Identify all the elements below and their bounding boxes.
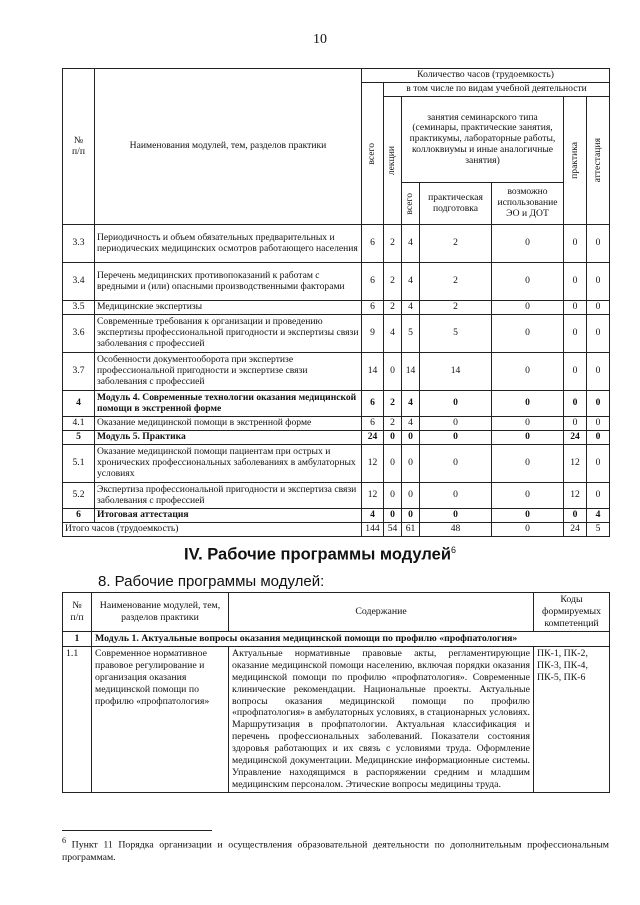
row-eo-hours: 0 [492,483,564,509]
header-attestation: аттестация [587,97,610,225]
row-number: 5.2 [63,483,95,509]
row-sem-hours: 4 [402,301,420,315]
row-sem-hours: 5 [402,315,420,353]
sub-title: 8. Рабочие программы модулей: [98,573,325,590]
row-att-hours: 0 [587,263,610,301]
total-label: Итого часов (трудоемкость) [63,523,362,537]
total-att-hours: 5 [587,523,610,537]
table-row [63,353,610,391]
row-lect-hours: 0 [384,445,402,483]
row-sem-hours: 0 [402,445,420,483]
row-sem-hours: 0 [402,483,420,509]
row-name: Модуль 4. Современные технологии оказания медицинской помощи в экстренной форме [95,391,362,417]
row-total-hours: 6 [362,417,384,431]
row-number: 3.5 [63,301,95,315]
row-sem-hours: 4 [402,225,420,263]
row-prac-hours: 0 [420,417,492,431]
table-row [63,263,610,301]
module-number: 1 [63,631,92,646]
row-number: 3.3 [63,225,95,263]
row-prac-hours: 0 [420,483,492,509]
row-prac-hours: 2 [420,263,492,301]
row-number: 3.7 [63,353,95,391]
row-lect-hours: 2 [384,225,402,263]
row-number: 4.1 [63,417,95,431]
row-lect-hours: 2 [384,301,402,315]
row-prac-hours: 2 [420,301,492,315]
row-sem-hours: 14 [402,353,420,391]
row-prac-hours: 0 [420,445,492,483]
row-eo-hours: 0 [492,301,564,315]
row-eo-hours: 0 [492,225,564,263]
row-practice-hours: 12 [564,445,587,483]
row-number: 5.1 [63,445,95,483]
row-total-hours: 6 [362,391,384,417]
header-total: всего [362,83,384,225]
header-including-types: в том числе по видам учебной деятельности [384,83,610,97]
total-lect-hours: 54 [384,523,402,537]
row-sem-hours: 4 [402,263,420,301]
row-name: Перечень медицинских противопоказаний к работам с вредными и (или) опасными производственными факторами [95,263,362,301]
header-lectures: лекции [384,97,402,225]
row-lect-hours: 2 [384,263,402,301]
row-prac-hours: 0 [420,391,492,417]
row-sem-hours: 4 [402,417,420,431]
header-name: Наименования модулей, тем, разделов практики [95,69,362,225]
table-row [63,483,610,509]
row-eo-hours: 0 [492,509,564,523]
row-att-hours: 0 [587,483,610,509]
table-row [63,225,610,263]
total-practice-hours: 24 [564,523,587,537]
row-name: Медицинские экспертизы [95,301,362,315]
row-eo-hours: 0 [492,263,564,301]
row-att-hours: 0 [587,225,610,263]
header-hours: Количество часов (трудоемкость) [362,69,610,83]
header-seminar-total: всего [402,183,420,225]
row-number: 4 [63,391,95,417]
footnote: $^6$ Пункт 11 Порядка организации и осуществления образовательной деятельности по дополнительным профессиональным программам. [62,836,610,863]
row-practice-hours: 0 [564,225,587,263]
row-codes: ПК-1, ПК-2, ПК-3, ПК-4, ПК-5, ПК-6 [534,646,610,792]
modules-table [62,592,610,793]
row-att-hours: 0 [587,301,610,315]
row-name: Экспертиза профессиональной пригодности и экспертиза связи заболевания с профессией [95,483,362,509]
row-sem-hours: 4 [402,391,420,417]
row-att-hours: 0 [587,445,610,483]
row-number: 3.4 [63,263,95,301]
row-number: 3.6 [63,315,95,353]
row-name: Современное нормативное правовое регулирование и организация оказания медицинской помощи по профилю «профпатология» [92,646,229,792]
row-total-hours: 4 [362,509,384,523]
row-name: Оказание медицинской помощи пациентам при острых и хронических профессиональных заболеваниях в амбулаторных условиях [95,445,362,483]
row-eo-hours: 0 [492,391,564,417]
row-lect-hours: 0 [384,431,402,445]
row-total-hours: 9 [362,315,384,353]
row-practice-hours: 0 [564,391,587,417]
row-total-hours: 12 [362,483,384,509]
row-number: 5 [63,431,95,445]
row-prac-hours: 14 [420,353,492,391]
row-eo-hours: 0 [492,445,564,483]
total-eo-hours: 0 [492,523,564,537]
row-total-hours: 12 [362,445,384,483]
table-row [63,315,610,353]
table-row [63,431,610,445]
row-practice-hours: 12 [564,483,587,509]
row-total-hours: 6 [362,301,384,315]
row-practice-hours: 0 [564,301,587,315]
row-total-hours: 24 [362,431,384,445]
row-practice-hours: 24 [564,431,587,445]
row-eo-hours: 0 [492,353,564,391]
section-title: IV. Рабочие программы модулей$^6$ [184,545,456,564]
row-lect-hours: 2 [384,417,402,431]
row-name: Модуль 5. Практика [95,431,362,445]
page-number: 10 [313,32,327,47]
row-number: 1.1 [63,646,92,792]
header-seminar: занятия семинарского типа (семинары, практические занятия, практикумы, лабораторные работы, коллоквиумы и иные аналогичные занятия) [402,97,564,183]
row-practice-hours: 0 [564,417,587,431]
header-no: № п/п [63,593,92,632]
row-eo-hours: 0 [492,315,564,353]
row-content: Актуальные нормативные правовые акты, регламентирующие оказание медицинской помощи населению, включая порядки оказания медицинской помощи по профилю «профпатология». Современные клинические рекомендации. Национальные проекты. Актуальные вопросы оказания медицинской помощи по профилю «профпатология» в амбулаторных условиях, в стационарных условиях. Маршрутизация в профпатологии. Актуальная классификация и перечень профессиональных заболеваний. Показатели состояния здоровья работающих и их связь с условиями труда. Оформление медицинской документации. Медицинские информационные системы. Управление находящимся в распоряжении средним и младшим медицинским персоналом. Этические вопросы медицины труда. [229,646,534,792]
row-total-hours: 6 [362,225,384,263]
row-att-hours: 0 [587,315,610,353]
table-row [63,445,610,483]
row-lect-hours: 0 [384,509,402,523]
row-total-hours: 6 [362,263,384,301]
header-content: Содержание [229,593,534,632]
total-total-hours: 144 [362,523,384,537]
row-practice-hours: 0 [564,509,587,523]
row-practice-hours: 0 [564,263,587,301]
hours-table [62,68,610,537]
row-lect-hours: 4 [384,315,402,353]
header-practical-prep: практическая подготовка [420,183,492,225]
table-row [63,509,610,523]
row-name: Итоговая аттестация [95,509,362,523]
row-sem-hours: 0 [402,509,420,523]
row-name: Современные требования к организации и проведению экспертизы профессиональной пригодности и экспертизы связи заболевания с профессией [95,315,362,353]
row-practice-hours: 0 [564,353,587,391]
header-codes: Коды формируемых компетенций [534,593,610,632]
row-att-hours: 4 [587,509,610,523]
row-prac-hours: 0 [420,509,492,523]
row-att-hours: 0 [587,391,610,417]
total-prac-hours: 48 [420,523,492,537]
header-name: Наименование модулей, тем, разделов практики [92,593,229,632]
row-sem-hours: 0 [402,431,420,445]
row-prac-hours: 5 [420,315,492,353]
total-sem-hours: 61 [402,523,420,537]
row-att-hours: 0 [587,353,610,391]
table-row [63,646,610,792]
row-att-hours: 0 [587,431,610,445]
row-total-hours: 14 [362,353,384,391]
footnote-divider [62,830,212,831]
row-lect-hours: 0 [384,353,402,391]
row-name: Оказание медицинской помощи в экстренной форме [95,417,362,431]
row-eo-hours: 0 [492,431,564,445]
row-prac-hours: 0 [420,431,492,445]
row-eo-hours: 0 [492,417,564,431]
row-name: Периодичность и объем обязательных предварительных и периодических медицинских осмотров работающего населения [95,225,362,263]
row-name: Особенности документооборота при экспертизе профессиональной пригодности и экспертизе связи заболевания с профессией [95,353,362,391]
row-lect-hours: 2 [384,391,402,417]
table-row [63,391,610,417]
row-lect-hours: 0 [384,483,402,509]
header-eo-dot: возможно использование ЭО и ДОТ [492,183,564,225]
table-row [63,301,610,315]
table-row [63,417,610,431]
total-row [63,523,610,537]
header-no: № п/п [63,69,95,225]
row-practice-hours: 0 [564,315,587,353]
row-att-hours: 0 [587,417,610,431]
row-number: 6 [63,509,95,523]
row-prac-hours: 2 [420,225,492,263]
module-title: Модуль 1. Актуальные вопросы оказания медицинской помощи по профилю «профпатология» [92,631,610,646]
header-practice: практика [564,97,587,225]
